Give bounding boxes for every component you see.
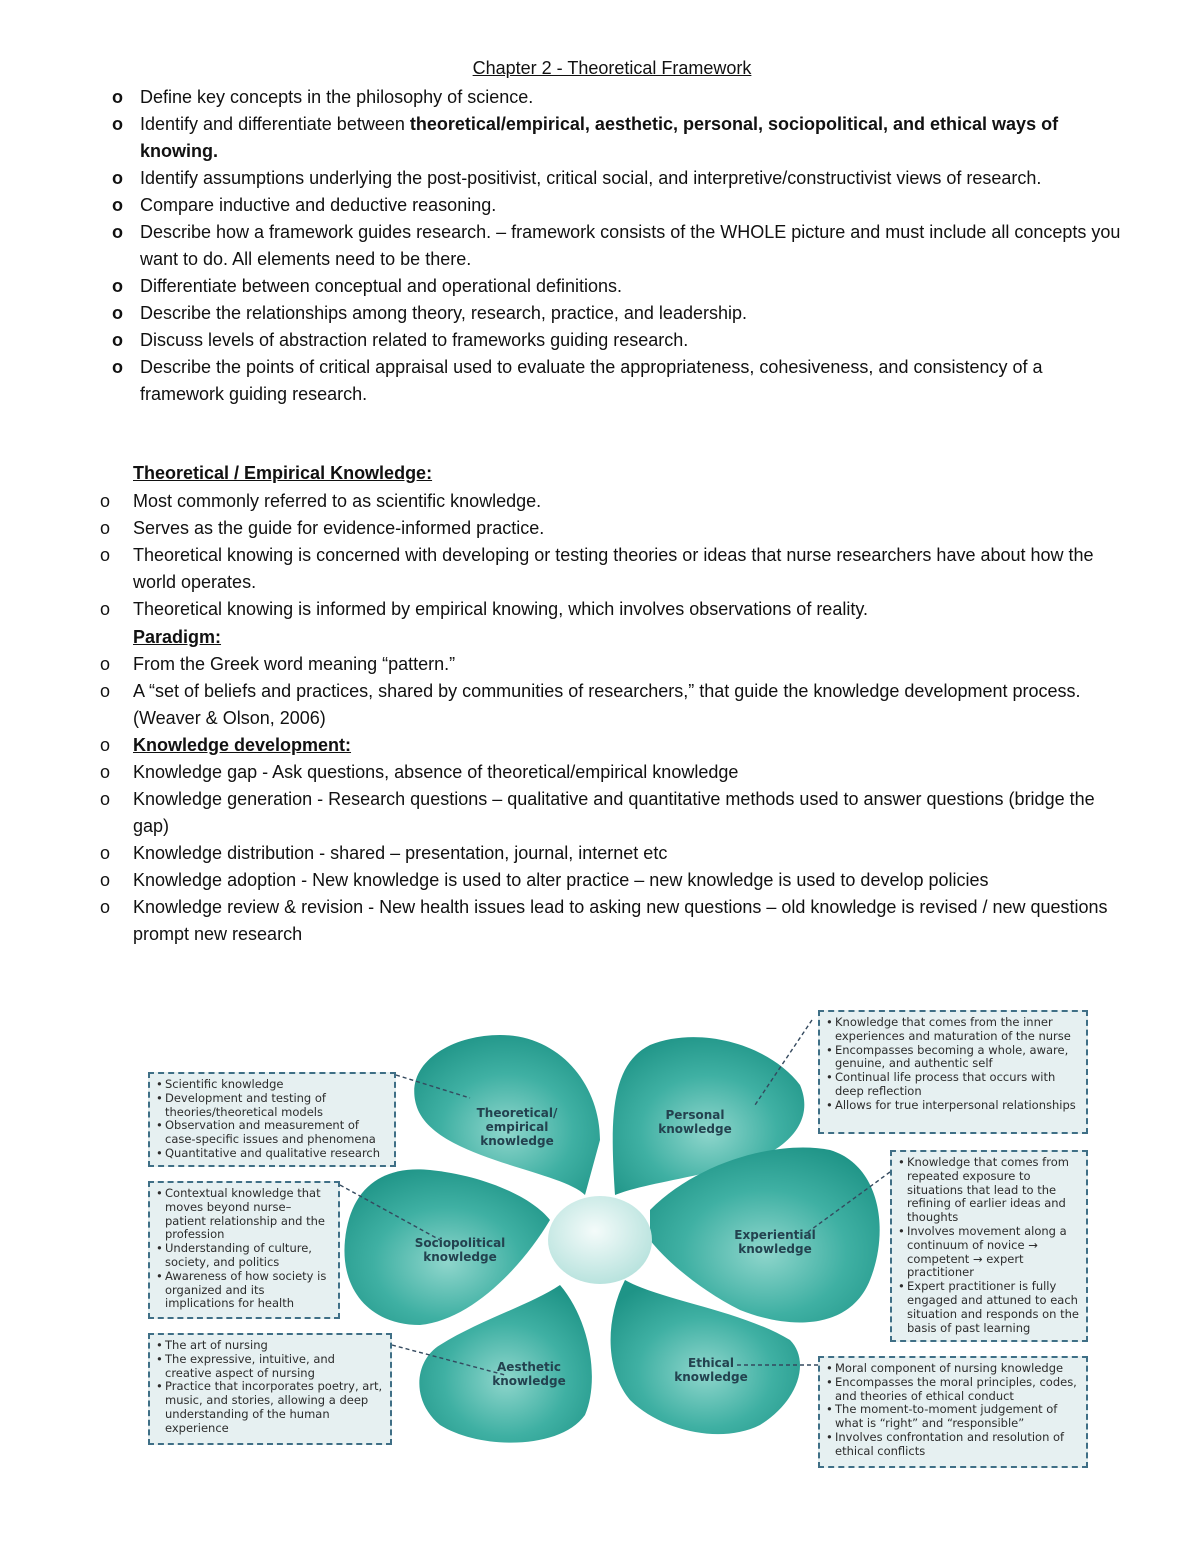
list-item: o Serves as the guide for evidence-informed practice.	[100, 518, 545, 538]
callout-sociopolitical: • Contextual knowledge that moves beyond nurse–patient relationship and the profession • Understanding of culture, society, and politics • Awareness of how society is organized and its implications for health	[148, 1181, 340, 1319]
list-item: o From the Greek word meaning “pattern.”	[100, 654, 456, 674]
list-item: o A “set of beliefs and practices, shared by communities of researchers,” that guide the knowledge development process. (Weaver & Olson, 2006)	[100, 681, 1081, 728]
list-item: o Discuss levels of abstraction related to frameworks guiding research.	[112, 330, 689, 350]
list-item: o Knowledge distribution - shared – presentation, journal, internet etc	[100, 843, 668, 863]
list-item: o Knowledge gap - Ask questions, absence of theoretical/empirical knowledge	[100, 762, 739, 782]
list-item: o Theoretical knowing is concerned with developing or testing theories or ideas that nurse researchers have about how the world operates.	[100, 545, 1094, 592]
list-item: o Most commonly referred to as scientific knowledge.	[100, 491, 542, 511]
list-item: o Define key concepts in the philosophy of science.	[112, 87, 534, 107]
list-item: o Identify and differentiate between theoretical/empirical, aesthetic, personal, sociopolitical, and ethical ways of knowing.	[112, 114, 1059, 161]
flower-center	[548, 1196, 652, 1284]
list-item: o Identify assumptions underlying the post-positivist, critical social, and interpretive/constructivist views of research.	[112, 168, 1042, 188]
list-item: o Knowledge review & revision - New health issues lead to asking new questions – old knowledge is revised / new questions prompt new research	[100, 897, 1108, 944]
list-item: o Differentiate between conceptual and operational definitions.	[112, 276, 623, 296]
callout-personal: • Knowledge that comes from the inner experiences and maturation of the nurse • Encompasses becoming a whole, aware, genuine, and authentic self • Continual life process that occurs with deep reflection • Allows for true interpersonal relationships	[818, 1010, 1088, 1134]
list-item: o Knowledge generation - Research questions – qualitative and quantitative methods used to answer questions (bridge the gap)	[100, 789, 1095, 836]
list-item: o Theoretical knowing is informed by empirical knowing, which involves observations of reality.	[100, 599, 868, 619]
theoretical-heading: Theoretical / Empirical Knowledge:	[133, 463, 433, 483]
list-item: o Compare inductive and deductive reasoning.	[112, 195, 497, 215]
list-item: o Describe the relationships among theory, research, practice, and leadership.	[112, 303, 747, 323]
callout-experiential: • Knowledge that comes from repeated exposure to situations that lead to the refining of earlier ideas and thoughts • Involves movement along a continuum of novice → competent → expert practitioner • Expert practitioner is fully engaged and attuned to each situation and responds on the basis of past learning	[890, 1150, 1088, 1342]
callout-ethical: • Moral component of nursing knowledge • Encompasses the moral principles, codes, and theories of ethical conduct • The moment-to-moment judgement of what is “right” and “responsible” • Involves confrontation and resolution of ethical conflicts	[818, 1356, 1088, 1468]
callout-theoretical: • Scientific knowledge • Development and testing of theories/theoretical models • Observation and measurement of case-specific issues and phenomena • Quantitative and qualitative research	[148, 1072, 396, 1167]
petal-label-personal: Personal knowledge	[658, 1108, 732, 1136]
petal-label-sociopolitical: Sociopolitical knowledge	[414, 1236, 506, 1264]
knowledge-development-heading: Knowledge development:	[133, 735, 352, 755]
petal-label-theoretical: Theoretical/ empirical knowledge	[476, 1106, 558, 1148]
list-item: o Knowledge development:	[100, 735, 352, 755]
callout-aesthetic: • The art of nursing • The expressive, intuitive, and creative aspect of nursing • Practice that incorporates poetry, art, music, and stories, allowing a deep understanding of the human experience	[148, 1333, 392, 1445]
list-item: o Describe how a framework guides research. – framework consists of the WHOLE picture and must include all concepts you want to do. All elements need to be there.	[112, 222, 1121, 269]
petal-label-experiential: Experiential knowledge	[734, 1228, 816, 1256]
page-title: Chapter 2 - Theoretical Framework	[472, 58, 752, 78]
list-item: o Describe the points of critical appraisal used to evaluate the appropriateness, cohesiveness, and consistency of a framework guiding research.	[112, 357, 1043, 404]
list-item: o Knowledge adoption - New knowledge is used to alter practice – new knowledge is used to develop policies	[100, 870, 989, 890]
petal-label-ethical: Ethical knowledge	[674, 1356, 748, 1384]
paradigm-heading: Paradigm:	[133, 627, 222, 647]
petal-label-aesthetic: Aesthetic knowledge	[492, 1360, 566, 1388]
